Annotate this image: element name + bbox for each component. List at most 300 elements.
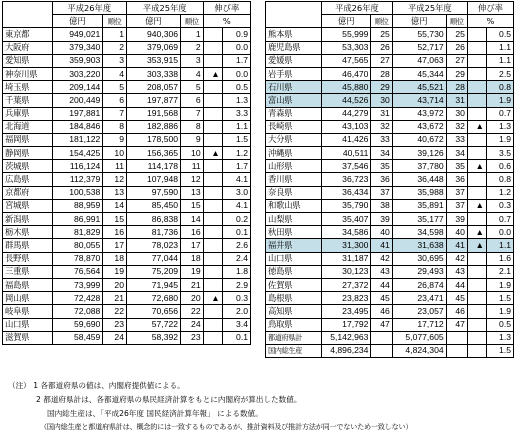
rank-fy26: 15	[103, 213, 127, 226]
rank-blank	[446, 331, 467, 344]
value-fy26: 73,999	[52, 278, 103, 291]
value-fy25: 17,712	[392, 318, 446, 331]
value-fy25: 303,338	[126, 67, 180, 80]
value-fy26: 23,823	[322, 292, 371, 305]
growth-rate: 1.1	[487, 41, 514, 54]
rank-fy26: 45	[371, 292, 392, 305]
table-row	[3, 265, 251, 278]
prefecture-name: 千葉県	[3, 94, 53, 107]
rank-fy25: 27	[446, 54, 467, 67]
prefecture-name: 大分県	[266, 133, 322, 146]
value-fy25: 97,590	[126, 186, 180, 199]
value-fy26: 36,434	[322, 186, 371, 199]
decline-mark	[467, 278, 486, 291]
value-fy26: 72,088	[52, 305, 103, 318]
prefecture-name: 山口県	[266, 252, 322, 265]
rank-fy26: 28	[371, 67, 392, 80]
growth-rate: 1.6	[487, 252, 514, 265]
decline-mark	[203, 239, 222, 252]
value-fy25: 29,493	[392, 265, 446, 278]
note-1: （注） 1 各都道府県の値は、内閣府提供値による。	[8, 381, 185, 390]
decline-mark	[467, 81, 486, 94]
rank-fy25: 39	[446, 213, 467, 226]
rank-fy26: 17	[103, 239, 127, 252]
value-fy25: 30,695	[392, 252, 446, 265]
value-fy26: 41,426	[322, 133, 371, 146]
note-2: 2 都道府県計は、各都道府県の県民経済計算をもとに内閣府が算出した数値。	[36, 395, 302, 404]
table-row	[3, 28, 251, 41]
rank-fy26: 6	[103, 94, 127, 107]
value-fy25: 35,891	[392, 199, 446, 212]
decline-mark	[467, 54, 486, 67]
rank-fy26: 10	[103, 147, 127, 160]
value-fy26: 46,470	[322, 67, 371, 80]
decline-mark	[203, 120, 222, 133]
table-row	[3, 213, 251, 226]
header-oku: 億円	[126, 15, 180, 28]
left-prefecture-table	[2, 1, 251, 345]
value-fy26: 154,425	[52, 147, 103, 160]
prefecture-name: 三重県	[3, 265, 53, 278]
decline-mark: ▲	[203, 67, 222, 80]
prefecture-name: 福井県	[266, 239, 322, 252]
prefecture-name: 熊本県	[266, 28, 322, 41]
prefecture-name: 埼玉県	[3, 81, 53, 94]
value-fy25: 107,948	[126, 173, 180, 186]
growth-rate: 3.3	[222, 107, 250, 120]
rank-fy25: 31	[446, 94, 467, 107]
growth-rate: 1.1	[487, 239, 514, 252]
prefecture-name: 島根県	[266, 292, 322, 305]
value-fy25: 81,736	[126, 226, 180, 239]
decline-mark	[467, 305, 486, 318]
growth-rate: 0.2	[222, 213, 250, 226]
header-blank	[266, 2, 322, 28]
value-fy26: 37,546	[322, 160, 371, 173]
table-row	[266, 133, 514, 146]
growth-rate: 0.3	[487, 199, 514, 212]
value-fy25: 36,448	[392, 173, 446, 186]
decline-mark	[467, 67, 486, 80]
prefecture-name: 鹿児島県	[266, 41, 322, 54]
rank-fy26: 40	[371, 226, 392, 239]
decline-mark	[203, 252, 222, 265]
prefecture-name: 静岡県	[3, 147, 53, 160]
rank-fy25: 37	[446, 186, 467, 199]
rank-fy26: 27	[371, 54, 392, 67]
total-growth: 1.3	[487, 331, 514, 344]
rank-blank	[446, 344, 467, 357]
rank-fy26: 12	[103, 173, 127, 186]
rank-fy25: 42	[446, 252, 467, 265]
table-row	[266, 147, 514, 160]
table-row	[266, 160, 514, 173]
prefecture-name: 沖縄県	[266, 147, 322, 160]
prefecture-name: 滋賀県	[3, 331, 53, 344]
table-row	[3, 107, 251, 120]
prefecture-name: 北海道	[3, 120, 53, 133]
table-row	[266, 81, 514, 94]
value-fy26: 47,565	[322, 54, 371, 67]
value-fy25: 70,656	[126, 305, 180, 318]
rank-fy25: 46	[446, 305, 467, 318]
value-fy25: 178,500	[126, 133, 180, 146]
value-fy26: 53,303	[322, 41, 371, 54]
value-fy26: 116,124	[52, 160, 103, 173]
rank-fy25: 28	[446, 81, 467, 94]
growth-rate: 1.9	[487, 278, 514, 291]
prefecture-name: 秋田県	[266, 226, 322, 239]
table-row	[3, 67, 251, 80]
total-name: 国内総生産	[266, 344, 322, 357]
growth-rate: 1.7	[222, 54, 250, 67]
rank-fy26: 19	[103, 265, 127, 278]
rank-fy25: 22	[181, 305, 204, 318]
prefecture-name: 福岡県	[3, 133, 53, 146]
value-fy26: 23,495	[322, 305, 371, 318]
value-fy25: 52,717	[392, 41, 446, 54]
rank-fy26: 34	[371, 147, 392, 160]
total-fy26: 4,896,234	[322, 344, 371, 357]
decline-mark	[203, 278, 222, 291]
table-row	[266, 67, 514, 80]
rank-fy25: 37	[446, 199, 467, 212]
decline-mark	[203, 173, 222, 186]
value-fy25: 191,568	[126, 107, 180, 120]
header-oku: 億円	[322, 15, 371, 28]
rank-fy25: 14	[181, 213, 204, 226]
rank-blank	[371, 331, 392, 344]
rank-fy25: 43	[446, 265, 467, 278]
decline-mark	[203, 160, 222, 173]
value-fy26: 100,538	[52, 186, 103, 199]
rank-fy25: 34	[446, 147, 467, 160]
table-row	[3, 292, 251, 305]
header-pct: %	[467, 15, 513, 28]
growth-rate: 2.6	[222, 239, 250, 252]
decline-mark	[467, 213, 486, 226]
rank-fy26: 8	[103, 120, 127, 133]
decline-mark	[203, 186, 222, 199]
table-row	[3, 41, 251, 54]
rank-fy25: 29	[446, 67, 467, 80]
growth-rate: 0.8	[487, 81, 514, 94]
prefecture-name: 香川県	[266, 173, 322, 186]
growth-rate: 2.0	[222, 305, 250, 318]
growth-rate: 1.5	[222, 133, 250, 146]
right-prefecture-table	[265, 1, 514, 358]
value-fy26: 27,372	[322, 278, 371, 291]
rank-fy26: 16	[103, 226, 127, 239]
value-fy26: 200,449	[52, 94, 103, 107]
growth-rate: 0.0	[487, 226, 514, 239]
value-fy25: 23,471	[392, 292, 446, 305]
rank-fy25: 47	[446, 318, 467, 331]
growth-rate: 1.5	[487, 292, 514, 305]
value-fy25: 43,972	[392, 107, 446, 120]
value-fy26: 949,021	[52, 28, 103, 41]
value-fy25: 34,598	[392, 226, 446, 239]
header-fy25: 平成25年度	[392, 2, 467, 15]
table-row	[266, 252, 514, 265]
decline-mark	[203, 133, 222, 146]
total-growth: 1.5	[487, 344, 514, 357]
rank-fy26: 39	[371, 213, 392, 226]
table-row	[3, 54, 251, 67]
header-rank: 順位	[181, 15, 204, 28]
header-rank: 順位	[371, 15, 392, 28]
decline-mark	[203, 54, 222, 67]
table-row	[3, 160, 251, 173]
total-row	[266, 344, 514, 357]
value-fy25: 114,178	[126, 160, 180, 173]
rank-fy26: 46	[371, 305, 392, 318]
value-fy25: 47,063	[392, 54, 446, 67]
value-fy25: 43,714	[392, 94, 446, 107]
value-fy26: 31,187	[322, 252, 371, 265]
prefecture-name: 新潟県	[3, 213, 53, 226]
decline-mark	[203, 331, 222, 344]
growth-rate: 0.5	[222, 81, 250, 94]
prefecture-name: 神奈川県	[3, 67, 53, 80]
table-row	[3, 318, 251, 331]
prefecture-name: 栃木県	[3, 226, 53, 239]
rank-fy26: 18	[103, 252, 127, 265]
header-fy26: 平成26年度	[52, 2, 126, 15]
rank-fy26: 42	[371, 252, 392, 265]
rank-fy25: 26	[446, 41, 467, 54]
rank-fy26: 32	[371, 120, 392, 133]
decline-mark	[467, 28, 486, 41]
value-fy26: 35,407	[322, 213, 371, 226]
prefecture-name: 山形県	[266, 160, 322, 173]
value-fy25: 78,023	[126, 239, 180, 252]
table-row	[266, 120, 514, 133]
growth-rate: 0.5	[487, 28, 514, 41]
note-3: 国内総生産は、「平成26年度 国民経済計算年報」 による数値。	[47, 409, 263, 418]
decline-mark	[467, 94, 486, 107]
rank-fy26: 24	[103, 331, 127, 344]
decline-mark	[467, 265, 486, 278]
mark-blank	[467, 331, 486, 344]
rank-fy25: 11	[181, 160, 204, 173]
total-fy26: 5,142,963	[322, 331, 371, 344]
prefecture-name: 石川県	[266, 81, 322, 94]
decline-mark	[203, 226, 222, 239]
growth-rate: 0.8	[487, 173, 514, 186]
table-row	[266, 213, 514, 226]
prefecture-name: 宮城県	[3, 199, 53, 212]
value-fy26: 72,428	[52, 292, 103, 305]
value-fy26: 35,790	[322, 199, 371, 212]
value-fy26: 359,903	[52, 54, 103, 67]
value-fy25: 72,680	[126, 292, 180, 305]
rank-fy26: 13	[103, 186, 127, 199]
decline-mark	[203, 213, 222, 226]
decline-mark	[467, 133, 486, 146]
rank-fy25: 16	[181, 226, 204, 239]
rank-fy25: 30	[446, 107, 467, 120]
rank-fy25: 10	[181, 147, 204, 160]
rank-fy25: 8	[181, 120, 204, 133]
value-fy25: 353,915	[126, 54, 180, 67]
prefecture-name: 京都府	[3, 186, 53, 199]
value-fy25: 26,874	[392, 278, 446, 291]
growth-rate: 1.3	[222, 94, 250, 107]
table-row	[3, 199, 251, 212]
rank-fy25: 5	[181, 81, 204, 94]
value-fy26: 59,690	[52, 318, 103, 331]
table-row	[266, 305, 514, 318]
decline-mark: ▲	[203, 147, 222, 160]
prefecture-name: 高知県	[266, 305, 322, 318]
value-fy25: 156,365	[126, 147, 180, 160]
table-row	[3, 186, 251, 199]
decline-mark	[203, 28, 222, 41]
value-fy25: 35,177	[392, 213, 446, 226]
table-row	[3, 81, 251, 94]
value-fy25: 35,988	[392, 186, 446, 199]
total-fy25: 5,077,605	[392, 331, 446, 344]
value-fy25: 45,521	[392, 81, 446, 94]
rank-fy26: 22	[103, 305, 127, 318]
total-name: 都道府県計	[266, 331, 322, 344]
value-fy25: 55,730	[392, 28, 446, 41]
prefecture-name: 岩手県	[266, 67, 322, 80]
table-row	[266, 318, 514, 331]
value-fy25: 31,638	[392, 239, 446, 252]
growth-rate: 0.0	[222, 67, 250, 80]
rank-fy26: 35	[371, 160, 392, 173]
value-fy26: 44,279	[322, 107, 371, 120]
prefecture-name: 福島県	[3, 278, 53, 291]
growth-rate: 1.8	[222, 265, 250, 278]
table-row	[266, 226, 514, 239]
value-fy26: 55,999	[322, 28, 371, 41]
rank-fy26: 5	[103, 81, 127, 94]
rank-blank	[371, 344, 392, 357]
growth-rate: 0.1	[222, 226, 250, 239]
prefecture-name: 徳島県	[266, 265, 322, 278]
value-fy25: 58,392	[126, 331, 180, 344]
total-row	[266, 331, 514, 344]
value-fy26: 40,511	[322, 147, 371, 160]
decline-mark: ▲	[467, 226, 486, 239]
table-row	[3, 147, 251, 160]
decline-mark	[467, 41, 486, 54]
value-fy26: 184,846	[52, 120, 103, 133]
value-fy25: 85,450	[126, 199, 180, 212]
rank-fy26: 11	[103, 160, 127, 173]
rank-fy25: 23	[181, 331, 204, 344]
table-row	[266, 292, 514, 305]
value-fy25: 40,672	[392, 133, 446, 146]
header-fy25: 平成25年度	[126, 2, 203, 15]
table-row	[3, 226, 251, 239]
rank-fy25: 9	[181, 133, 204, 146]
rank-fy25: 7	[181, 107, 204, 120]
growth-rate: 0.0	[222, 41, 250, 54]
table-row	[3, 252, 251, 265]
decline-mark	[467, 186, 486, 199]
note-4: （国内総生産と都道府県計は、概念的には一致するものであるが、推計資料及び推計方法が同一でないため一致しない）	[40, 422, 413, 431]
table-row	[266, 239, 514, 252]
decline-mark	[467, 173, 486, 186]
growth-rate: 2.4	[222, 252, 250, 265]
rank-fy25: 4	[181, 67, 204, 80]
decline-mark	[203, 199, 222, 212]
decline-mark	[467, 292, 486, 305]
value-fy25: 39,126	[392, 147, 446, 160]
growth-rate: 1.2	[222, 147, 250, 160]
growth-rate: 1.1	[222, 120, 250, 133]
growth-rate: 0.5	[487, 318, 514, 331]
table-row	[3, 331, 251, 344]
growth-rate: 2.9	[222, 278, 250, 291]
prefecture-name: 長崎県	[266, 120, 322, 133]
rank-fy25: 35	[446, 160, 467, 173]
rank-fy26: 21	[103, 292, 127, 305]
rank-fy25: 45	[446, 292, 467, 305]
rank-fy26: 23	[103, 318, 127, 331]
value-fy26: 112,379	[52, 173, 103, 186]
table-row	[266, 28, 514, 41]
prefecture-name: 東京都	[3, 28, 53, 41]
rank-fy25: 41	[446, 239, 467, 252]
value-fy26: 58,459	[52, 331, 103, 344]
table-row	[266, 265, 514, 278]
growth-rate: 1.9	[487, 133, 514, 146]
prefecture-name: 広島県	[3, 173, 53, 186]
decline-mark	[467, 107, 486, 120]
rank-fy26: 20	[103, 278, 127, 291]
header-oku: 億円	[52, 15, 103, 28]
prefecture-name: 和歌山県	[266, 199, 322, 212]
table-row	[266, 41, 514, 54]
decline-mark	[203, 81, 222, 94]
prefecture-name: 奈良県	[266, 186, 322, 199]
rank-fy25: 44	[446, 278, 467, 291]
value-fy26: 44,526	[322, 94, 371, 107]
growth-rate: 0.3	[222, 292, 250, 305]
total-fy25: 4,824,304	[392, 344, 446, 357]
value-fy25: 23,057	[392, 305, 446, 318]
prefecture-name: 長野県	[3, 252, 53, 265]
header-rank: 順位	[103, 15, 127, 28]
header-fy26: 平成26年度	[322, 2, 393, 15]
decline-mark: ▲	[467, 160, 486, 173]
rank-fy25: 2	[181, 41, 204, 54]
value-fy25: 379,069	[126, 41, 180, 54]
value-fy26: 43,103	[322, 120, 371, 133]
value-fy26: 36,723	[322, 173, 371, 186]
rank-fy26: 44	[371, 278, 392, 291]
header-pct: %	[203, 15, 250, 28]
rank-fy25: 6	[181, 94, 204, 107]
rank-fy26: 7	[103, 107, 127, 120]
table-row	[3, 133, 251, 146]
header-growth: 伸び率	[467, 2, 513, 15]
decline-mark	[203, 94, 222, 107]
rank-fy25: 36	[446, 173, 467, 186]
decline-mark: ▲	[467, 120, 486, 133]
rank-fy25: 25	[446, 28, 467, 41]
table-row	[3, 278, 251, 291]
table-row	[266, 173, 514, 186]
rank-fy25: 18	[181, 252, 204, 265]
rank-fy26: 3	[103, 54, 127, 67]
table-row	[266, 186, 514, 199]
